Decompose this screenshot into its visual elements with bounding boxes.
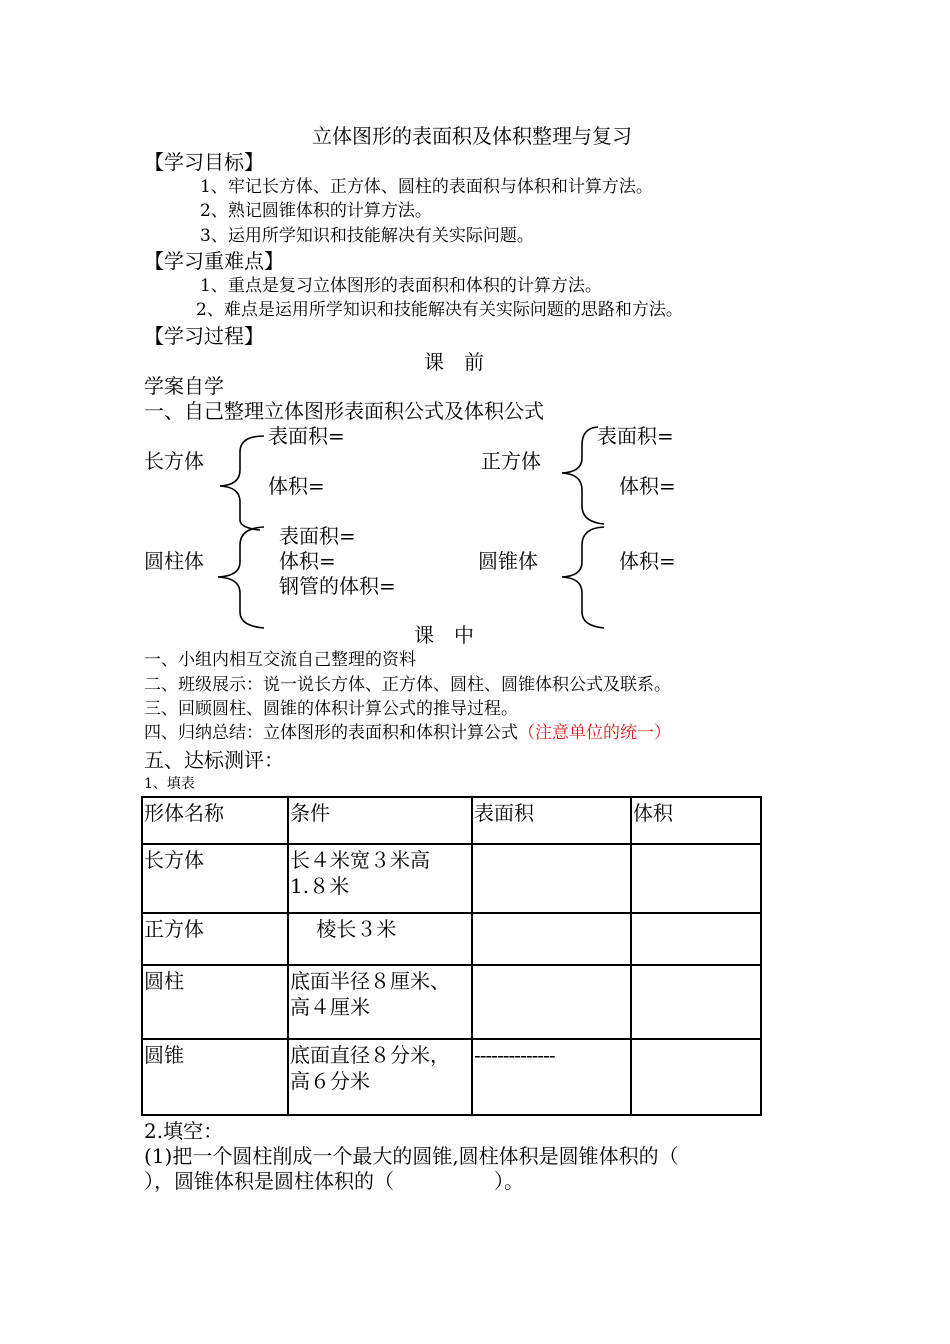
in-class-item: 二、班级展示：说一说长方体、正方体、圆柱、圆锥体积公式及联系。	[144, 675, 671, 695]
cylinder-name: 圆柱体	[144, 549, 204, 573]
table-cell: 正方体	[142, 913, 288, 965]
header-cell: 表面积	[472, 797, 631, 844]
cuboid-volume: 体积=	[268, 474, 325, 498]
table-cell: 长方体	[142, 844, 288, 913]
table-cell: 棱长３米	[288, 913, 472, 965]
cylinder-pipe-volume: 钢管的体积=	[279, 574, 396, 598]
in-class-item	[144, 725, 671, 742]
answer-cell[interactable]	[472, 844, 631, 913]
unit-note: （注意单位的统一）	[518, 723, 671, 743]
answer-cell[interactable]	[472, 913, 631, 965]
cube-name: 正方体	[481, 449, 541, 473]
cylinder-surface: 表面积=	[279, 524, 356, 548]
cone-name: 圆锥体	[478, 549, 538, 573]
answer-cell[interactable]	[631, 965, 761, 1039]
before-class-heading: 课 前	[424, 350, 484, 374]
goal-item: 1、牢记长方体、正方体、圆柱的表面积与体积和计算方法。	[200, 177, 653, 197]
cube-surface: 表面积=	[597, 424, 674, 448]
header-cell: 体积	[631, 797, 761, 844]
table-row	[142, 844, 761, 913]
fill-table-label: 1、填表	[144, 776, 195, 792]
page-title: 立体图形的表面积及体积整理与复习	[312, 124, 632, 148]
key-heading: 【学习重难点】	[144, 249, 284, 273]
cuboid-surface: 表面积=	[268, 424, 345, 448]
goals-heading: 【学习目标】	[144, 150, 264, 174]
question-1-line2: ），圆锥体积是圆柱体积的（ ）。	[144, 1169, 524, 1193]
fill-blank-heading: 2.填空：	[144, 1119, 224, 1143]
answer-cell[interactable]	[631, 913, 761, 965]
table-cell: 圆锥	[142, 1039, 288, 1115]
table-cell: 长４米宽３米高 1.８米	[288, 844, 472, 913]
in-class-heading: 课 中	[414, 623, 474, 647]
cube-volume: 体积=	[619, 474, 676, 498]
table-cell: 圆柱	[142, 965, 288, 1039]
self-study-label: 学案自学	[144, 374, 224, 398]
answer-cell[interactable]	[472, 965, 631, 1039]
question-1-line1: (1)把一个圆柱削成一个最大的圆锥,圆柱体积是圆锥体积的（	[144, 1144, 679, 1168]
goal-item: 2、熟记圆锥体积的计算方法。	[200, 201, 432, 221]
in-class-item: 三、回顾圆柱、圆锥的体积计算公式的推导过程。	[144, 699, 518, 719]
table-row	[142, 913, 761, 965]
cylinder-volume: 体积=	[279, 549, 336, 573]
table-row	[142, 1039, 761, 1115]
in-class-item: 一、小组内相互交流自己整理的资料	[144, 650, 416, 670]
key-point-item: 2、难点是运用所学知识和技能解决有关实际问题的思路和方法。	[196, 300, 683, 320]
cuboid-name: 长方体	[144, 449, 204, 473]
table-cell: 底面半径８厘米、 高４厘米	[288, 965, 472, 1039]
task1-label: 一、自己整理立体图形表面积公式及体积公式	[144, 399, 544, 423]
dashed-cell: --------------	[472, 1039, 631, 1115]
table-cell: 底面直径８分米， 高６分米	[288, 1039, 472, 1115]
goal-item: 3、运用所学知识和技能解决有关实际问题。	[200, 226, 534, 246]
table-row	[142, 965, 761, 1039]
answer-cell[interactable]	[631, 1039, 761, 1115]
assessment-heading: 五、达标测评：	[144, 748, 284, 772]
formula-braces	[0, 0, 950, 640]
summary-text: 四、归纳总结：立体图形的表面积和体积计算公式	[144, 723, 518, 743]
header-cell: 条件	[288, 797, 472, 844]
cone-volume: 体积=	[619, 549, 676, 573]
shape-table	[141, 796, 762, 1116]
key-point-item: 1、重点是复习立体图形的表面积和体积的计算方法。	[200, 276, 602, 296]
answer-cell[interactable]	[631, 844, 761, 913]
header-cell: 形体名称	[142, 797, 288, 844]
process-heading: 【学习过程】	[144, 324, 264, 348]
table-header-row	[142, 797, 761, 844]
